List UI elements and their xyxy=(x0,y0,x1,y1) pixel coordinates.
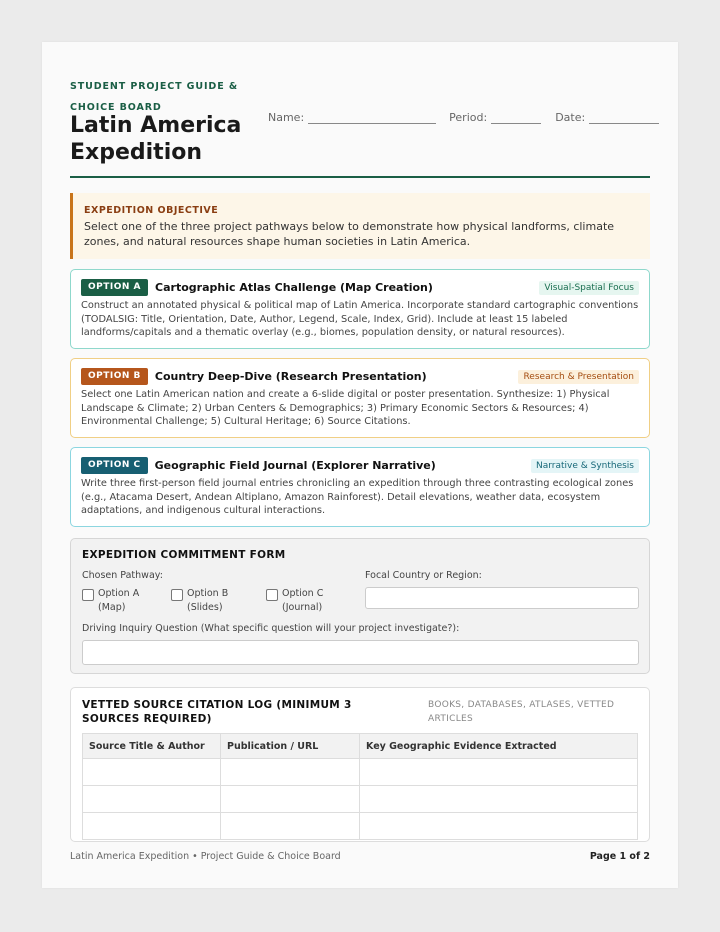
option-b-title: Country Deep-Dive (Research Presentation) xyxy=(154,370,427,383)
student-info-fields xyxy=(268,111,650,124)
date-field[interactable] xyxy=(555,111,659,124)
period-field[interactable] xyxy=(449,111,541,124)
option-a-description: Construct an annotated physical & political map of Latin America. Incorporate standard cartographic conventions (TODALSIG: Title, Orientation, Date, Author, Legend, Scale, Index, Grid). Include at least 15 labeled landforms/capitals and a thematic overlay (e.g., biomes, population density, or natural resources). xyxy=(81,300,639,338)
name-field[interactable] xyxy=(268,111,436,124)
inquiry-label: Driving Inquiry Question (What specific question will your project investigate?): xyxy=(82,623,460,634)
footer-left: Latin America Expedition • Project Guide & Choice Board xyxy=(70,851,341,862)
table-cell[interactable] xyxy=(360,813,638,840)
table-cell[interactable] xyxy=(221,813,360,840)
table-cell[interactable] xyxy=(83,786,221,813)
option-c-badge: OPTION C xyxy=(81,457,148,474)
option-b-card xyxy=(70,358,650,438)
option-c-description: Write three first-person field journal entries chronicling an expedition through three contrasting ecological zones (e.g., Atacama Desert, Andean Altiplano, Amazon Rainforest). Detail elevations, weather data, ecosystem adaptations, and indigenous cultural interactions. xyxy=(81,478,634,516)
option-c-card xyxy=(70,447,650,527)
checkbox-box[interactable] xyxy=(82,589,94,601)
page-footer xyxy=(70,851,650,862)
inquiry-input[interactable] xyxy=(82,640,639,665)
table-cell[interactable] xyxy=(360,759,638,786)
objective-text: Select one of the three project pathways below to demonstrate how physical landforms, climate zones, and natural resources shape human societies in Latin America. xyxy=(84,220,615,248)
date-label: Date: xyxy=(555,111,586,124)
table-row xyxy=(83,759,638,786)
objective-heading: EXPEDITION OBJECTIVE xyxy=(84,205,219,216)
name-line[interactable] xyxy=(308,115,436,124)
option-c-tag: Narrative & Synthesis xyxy=(531,459,639,473)
source-table xyxy=(82,733,638,840)
choice-b-sublabel: (Slides) xyxy=(187,602,223,613)
column-header: Source Title & Author xyxy=(83,734,221,759)
choice-a-label: Option A xyxy=(98,588,140,599)
option-b-checkbox[interactable] xyxy=(171,587,228,615)
date-line[interactable] xyxy=(589,115,659,124)
option-a-checkbox[interactable] xyxy=(82,587,139,615)
source-log-heading: VETTED SOURCE CITATION LOG (MINIMUM 3 SOURCES REQUIRED) xyxy=(82,699,352,725)
document-page xyxy=(42,42,678,888)
focal-country-input[interactable] xyxy=(365,587,639,609)
focal-country-label: Focal Country or Region: xyxy=(365,570,482,581)
checkbox-box[interactable] xyxy=(171,589,183,601)
page-title: Latin America Expedition xyxy=(70,113,242,165)
table-row xyxy=(83,786,638,813)
table-row xyxy=(83,813,638,840)
option-a-badge: OPTION A xyxy=(81,279,148,296)
option-a-card xyxy=(70,269,650,349)
table-cell[interactable] xyxy=(83,813,221,840)
source-log-note: BOOKS, DATABASES, ATLASES, VETTED ARTICLES xyxy=(428,700,615,724)
objective-callout xyxy=(70,193,650,259)
option-a-tag: Visual-Spatial Focus xyxy=(539,281,639,295)
pathway-label: Chosen Pathway: xyxy=(82,570,163,581)
table-cell[interactable] xyxy=(360,786,638,813)
period-line[interactable] xyxy=(491,115,541,124)
choice-c-label: Option C xyxy=(282,588,324,599)
page-number: Page 1 of 2 xyxy=(589,851,650,862)
choice-a-sublabel: (Map) xyxy=(98,602,126,613)
source-log xyxy=(70,687,650,842)
column-header: Publication / URL xyxy=(221,734,360,759)
period-label: Period: xyxy=(449,111,488,124)
option-a-title: Cartographic Atlas Challenge (Map Creation) xyxy=(155,281,433,294)
option-b-description: Select one Latin American nation and create a 6-slide digital or poster presentation. Synthesize: 1) Physical Landscape & Climate; 2) Urban Centers & Demographics; 3) Primary Economic Sectors & Resources; 4) Environmental Challenge; 5) Cultural Heritage; 6) Source Citations. xyxy=(81,389,610,427)
option-c-title: Geographic Field Journal (Explorer Narrative) xyxy=(154,459,436,472)
choice-c-sublabel: (Journal) xyxy=(282,602,323,613)
table-cell[interactable] xyxy=(83,759,221,786)
choice-b-label: Option B xyxy=(187,588,229,599)
option-b-badge: OPTION B xyxy=(81,368,148,385)
table-cell[interactable] xyxy=(221,759,360,786)
table-cell[interactable] xyxy=(221,786,360,813)
commitment-form xyxy=(70,538,650,674)
header-eyebrow: STUDENT PROJECT GUIDE & CHOICE BOARD xyxy=(70,81,239,113)
checkbox-box[interactable] xyxy=(266,589,278,601)
option-b-tag: Research & Presentation xyxy=(518,370,639,384)
form-heading: EXPEDITION COMMITMENT FORM xyxy=(82,549,286,561)
column-header: Key Geographic Evidence Extracted xyxy=(360,734,638,759)
name-label: Name: xyxy=(268,111,305,124)
table-header-row xyxy=(83,734,638,759)
option-c-checkbox[interactable] xyxy=(266,587,323,615)
header-divider xyxy=(70,176,650,178)
